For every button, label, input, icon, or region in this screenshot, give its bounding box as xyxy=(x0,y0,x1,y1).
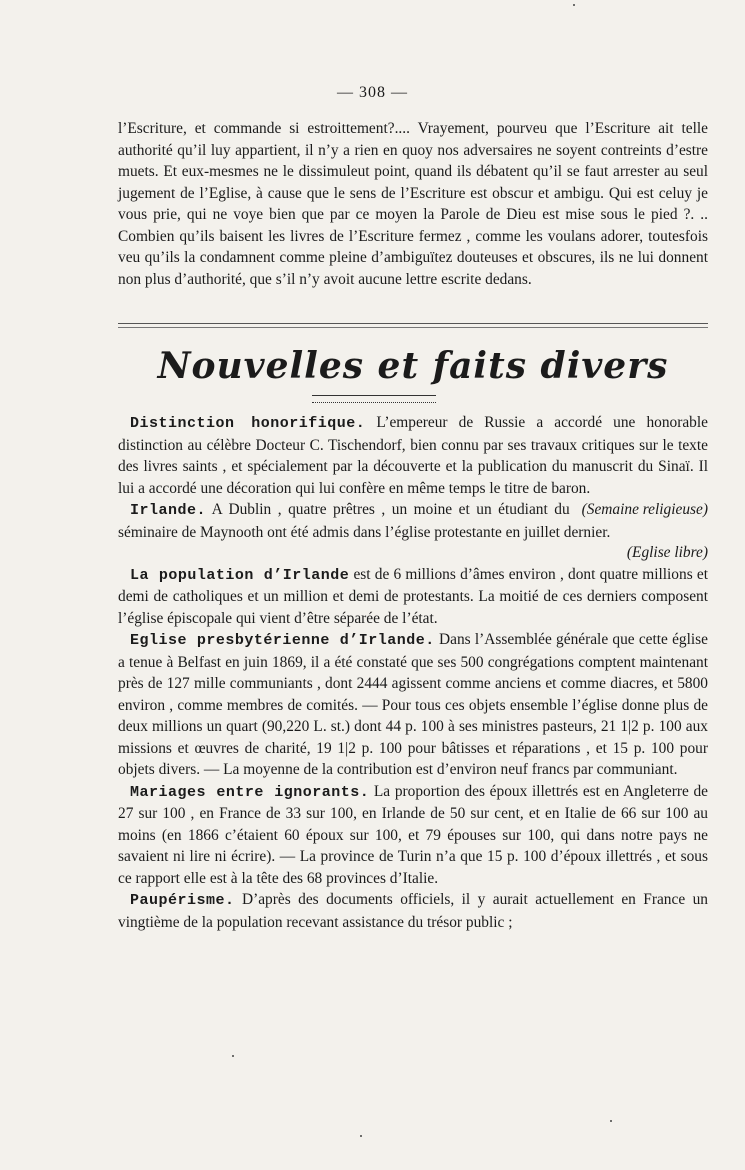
news-text: A Dublin , quatre prêtres , un moine et un étudiant du séminaire de Maynooth ont été admis dans l’église protestante en juillet dernier. xyxy=(118,501,611,541)
scan-speck xyxy=(360,1135,362,1137)
intro-paragraph xyxy=(118,118,708,290)
news-heading: Mariages entre ignorants. xyxy=(130,783,370,801)
news-text: D’après des documents officiels, il y aurait actuellement en France un vingtième de la population recevant assistance du trésor public ; xyxy=(118,891,708,931)
news-heading: La population d’Irlande xyxy=(130,566,350,584)
scan-speck xyxy=(573,4,575,6)
news-item-population xyxy=(118,564,708,630)
title-ornament xyxy=(312,395,436,403)
news-item-eglise-presbyterienne xyxy=(118,629,708,781)
divider-rule-bottom xyxy=(118,327,708,328)
news-heading: Paupérisme. xyxy=(130,892,235,909)
news-text: Dans l’Assemblée générale que cette église a tenue à Belfast en juin 1869, il a été constaté que ses 500 congrégations comptent maintenant près de 127 mille communiants , dont 2444 agissent comme anciens et comme diacres, et 5800 environ , comme membres de comités. — Pour tous ces objets ensemble l’église donne plus de deux millions un quart (90,220 L. st.) dont 44 p. 100 à ses ministres pasteurs, 21 1|2 p. 100 aux missions et œuvres de charité, 19 1|2 p. 100 pour bâtisses et réparations , et 15 p. 100 pour objets divers. — La moyenne de la contribution est d’environ neuf francs par communiant. xyxy=(118,631,709,778)
news-text: La proportion des époux illettrés est en Angleterre de 27 sur 100 , en France de 33 sur 100, en Irlande de 50 sur cent, et en Italie de 66 sur 100 au moins (en 1866 c’étaient 60 époux sur 100, et 79 épouses sur 100, qui dans notre pays ne savaient ni lire ni écrire). — La province de Turin n’a que 15 p. 100 d’époux illettrés , et sous ce rapport elle est à la tête des 68 provinces d’Italie. xyxy=(118,782,708,887)
scan-speck xyxy=(610,1120,612,1122)
news-text: L’empereur de Russie a accordé une honorable distinction au célèbre Docteur C. Tischendorf, bien connu par ses travaux critiques sur le texte des livres saints , et spécialement par la découverte et la publication du manuscrit du Sinaï. Il lui a accordé une décoration qui lui confère en même temps le titre de baron. xyxy=(118,414,708,497)
scan-speck xyxy=(232,1055,234,1057)
news-source: (Eglise libre) xyxy=(626,544,708,561)
page-number: — 308 — xyxy=(337,84,408,101)
news-text: est de 6 millions d’âmes environ , dont quatre millions et demi de catholiques et un million et demi de protestants. La moitié de ces derniers composent l’église épiscopale qui vient d’être séparée de l’état. xyxy=(118,565,708,627)
divider-rule-top xyxy=(118,323,708,324)
news-heading: Eglise presbytérienne d’Irlande. xyxy=(130,632,435,649)
news-source: (Semaine religieuse) xyxy=(581,501,708,518)
news-heading: Distinction honorifique. xyxy=(130,415,366,432)
intro-text: l’Escriture, et commande si estroittement?.... Vrayement, pourveu que l’Escriture ait telle authorité qu’il luy appartient, il n’y a rien en quoy nos adversaires ne soyent contreints d’estre muets. Et eux-mesmes ne le dissimuleut point, quand ils débatent qu’il se faut arrester au seul jugement de l’Eglise, à cause que le sens de l’Escriture est obscur et ambigu. Qui est celuy je vous prie, qui ne voye bien que par ce moyen la Parole de Dieu est mise sous le pied ?. .. Combien qu’ils baisent les livres de l’Escriture fermez , comme les voulans adorer, toutesfois veu qu’ils la condamnent comme pleine d’ambiguïtez douteuses et obscures, ils ne lui donnent non plus d’authorité, que s’il n’y avoit aucune lettre escrite dedans. xyxy=(118,120,708,288)
news-heading: Irlande. xyxy=(130,502,207,519)
news-item-pauperisme xyxy=(118,889,708,933)
news-item-mariages xyxy=(118,781,708,890)
news-items xyxy=(118,412,708,933)
section-title: Nouvelles et faits divers xyxy=(157,345,669,387)
